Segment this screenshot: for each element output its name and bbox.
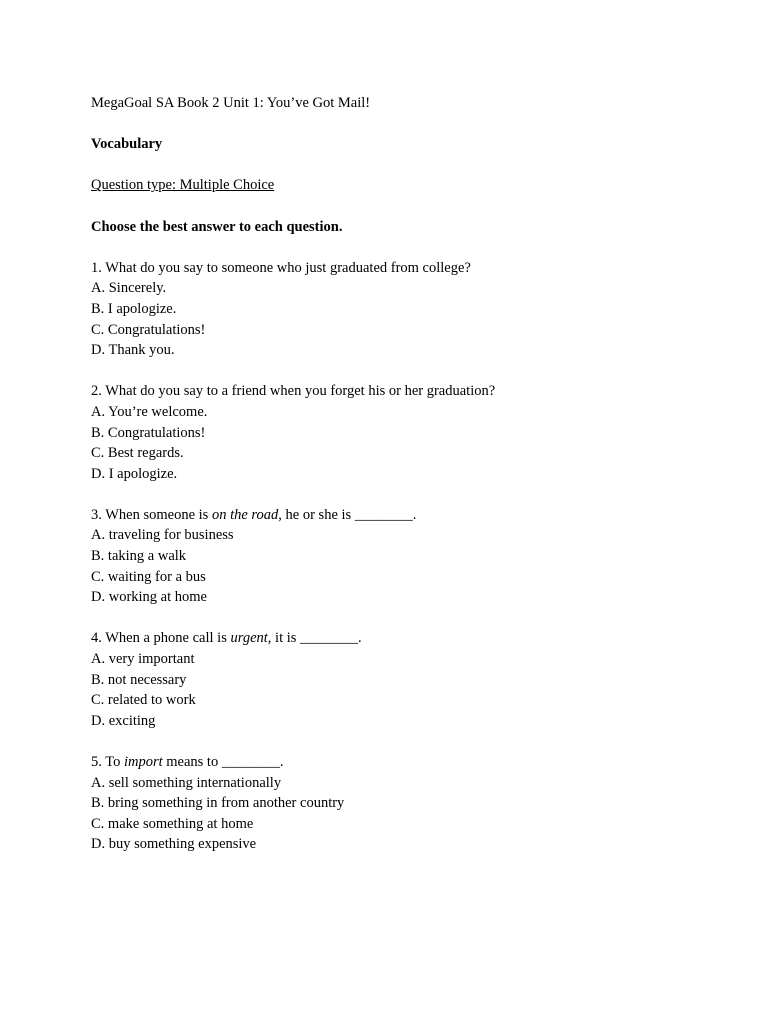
question-4 — [91, 628, 731, 731]
section-heading: Vocabulary — [91, 136, 163, 153]
answer-option-d: D. buy something expensive — [91, 836, 257, 853]
answer-option-a: A. Sincerely. — [91, 280, 167, 297]
answer-option-c: C. Best regards. — [91, 445, 184, 462]
question-5 — [91, 752, 731, 855]
answer-option-a: A. You’re welcome. — [91, 403, 208, 420]
stem-text: 5. To — [91, 754, 124, 770]
stem-text-end: , it is ________. — [267, 630, 362, 647]
instructions: Choose the best answer to each question. — [91, 218, 343, 235]
stem-italic-term: on the road — [211, 506, 279, 523]
answer-option-d: D. Thank you. — [91, 342, 175, 359]
stem-italic-term: urgent — [230, 630, 268, 647]
question-1 — [91, 258, 731, 361]
answer-option-b: B. bring something in from another country — [91, 795, 345, 812]
stem-text-end: , he or she is ________. — [278, 506, 417, 523]
answer-option-b: B. not necessary — [91, 671, 187, 688]
answer-option-c: C. Congratulations! — [91, 321, 206, 338]
question-3 — [91, 505, 731, 608]
answer-option-b: B. Congratulations! — [91, 424, 206, 441]
stem-text: 2. What do you say to a friend when you forget his or her graduation? — [91, 383, 496, 400]
question-2 — [91, 381, 731, 484]
question-stem — [91, 258, 731, 279]
answer-option-b: B. I apologize. — [91, 300, 177, 317]
document-title: MegaGoal SA Book 2 Unit 1: You’ve Got Mail! — [91, 95, 371, 111]
answer-option-a: A. sell something internationally — [91, 774, 282, 791]
stem-text: 1. What do you say to someone who just graduated from college? — [91, 259, 471, 276]
answer-option-c: C. waiting for a bus — [91, 568, 206, 585]
stem-text-end: means to ________. — [162, 754, 284, 770]
stem-italic-term: import — [123, 754, 163, 770]
stem-text: 4. When a phone call is — [91, 630, 231, 647]
answer-option-a: A. very important — [91, 651, 195, 668]
answer-option-d: D. exciting — [91, 712, 156, 729]
question-stem — [91, 381, 731, 402]
document-page — [91, 93, 731, 876]
answer-option-b: B. taking a walk — [91, 548, 187, 565]
question-stem — [91, 628, 731, 649]
question-stem — [91, 752, 731, 773]
answer-option-c: C. related to work — [91, 692, 196, 709]
stem-text: 3. When someone is — [91, 506, 212, 523]
question-type-label: Question type: Multiple Choice — [91, 177, 275, 194]
answer-option-d: D. I apologize. — [91, 465, 178, 482]
answer-option-a: A. traveling for business — [91, 527, 234, 544]
answer-option-c: C. make something at home — [91, 815, 254, 832]
question-stem — [91, 505, 731, 526]
answer-option-d: D. working at home — [91, 589, 207, 606]
